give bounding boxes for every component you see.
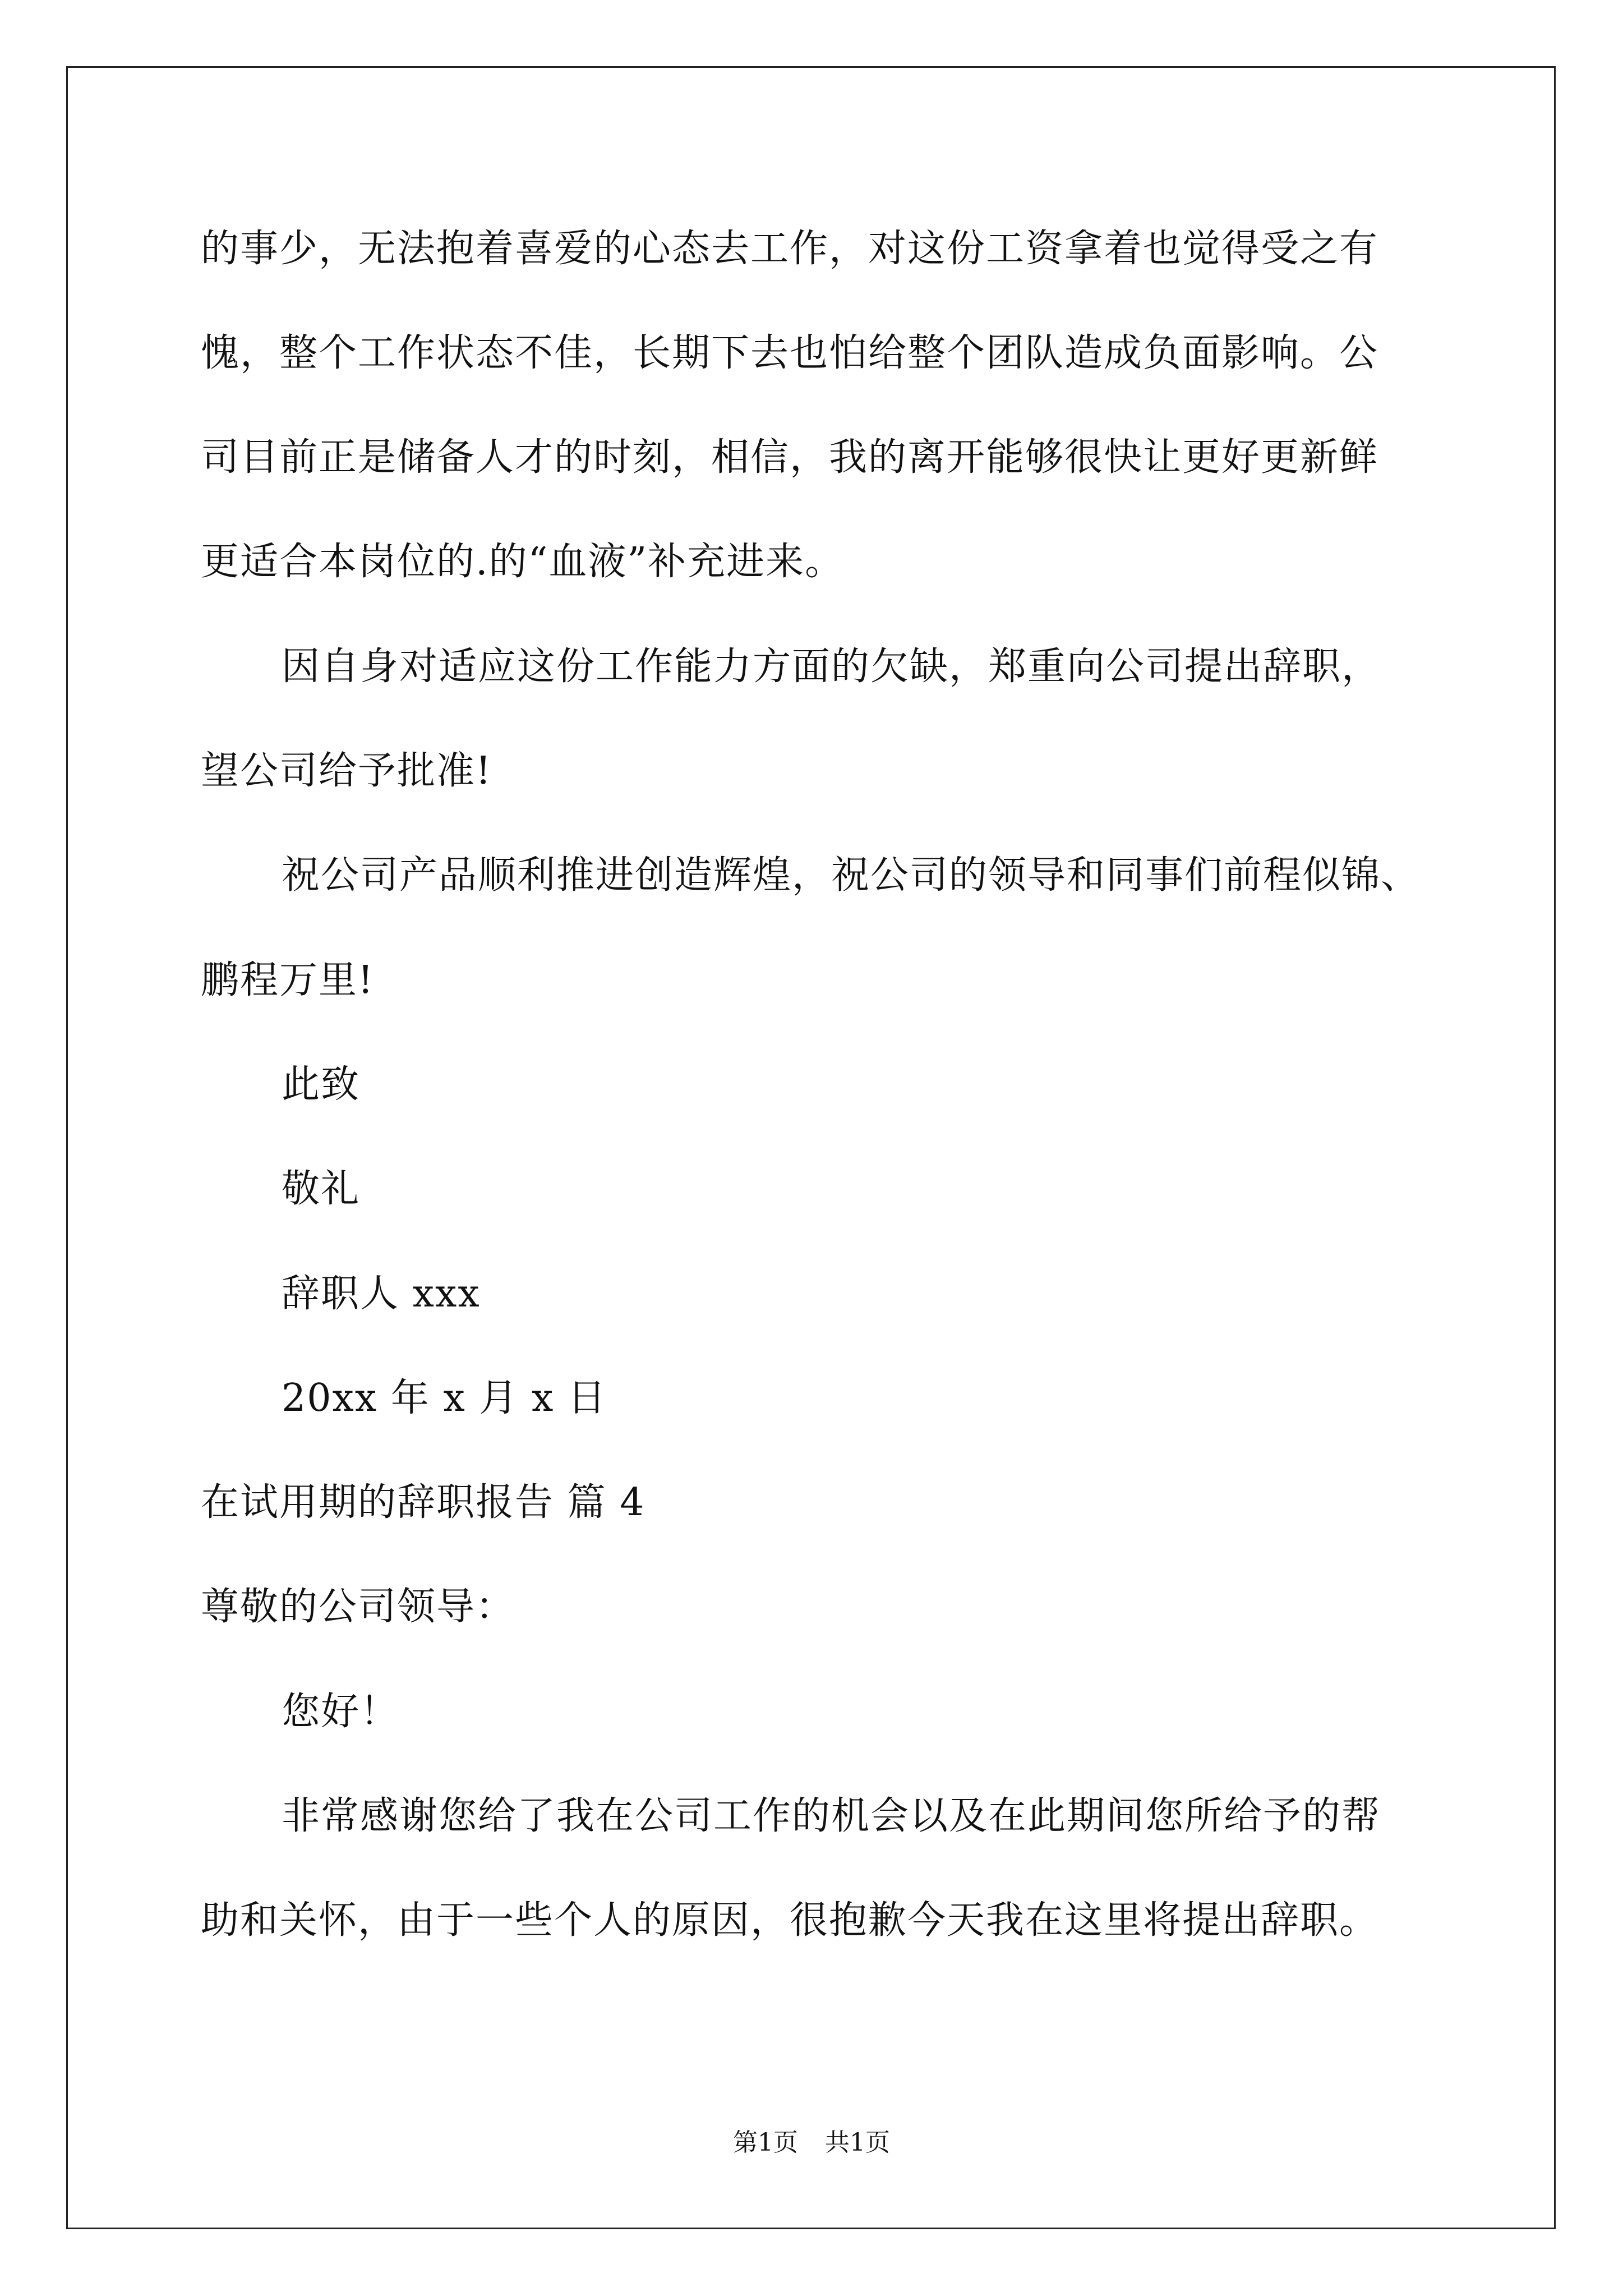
greeting: 您好！: [282, 1690, 400, 1734]
closing-cizhi: 此致: [282, 1062, 361, 1107]
body-line-4: 更适合本岗位的.的“血液”补充进来。: [201, 540, 845, 584]
page-footer: [0, 2128, 1623, 2157]
body-line-8: 鹏程万里!: [201, 958, 375, 1002]
body-line-1: 的事少，无法抱着喜爱的心态去工作，对这份工资拿着也觉得受之有: [201, 227, 1379, 271]
body-line-3: 司目前正是储备人才的时刻，相信，我的离开能够很快让更好更新鲜: [201, 435, 1379, 480]
section-title: 在试用期的辞职报告 篇 4: [201, 1480, 645, 1525]
body-line-2: 愧，整个工作状态不佳，长期下去也怕给整个团队造成负面影响。公: [201, 331, 1379, 375]
date-line: 20xx 年 x 月 x 日: [282, 1376, 607, 1420]
page-number: 第1页: [733, 2128, 798, 2157]
body-line-5: 因自身对适应这份工作能力方面的欠缺，郑重向公司提出辞职，: [282, 645, 1381, 689]
body-line-17: 助和关怀，由于一些个人的原因，很抱歉今天我在这里将提出辞职。: [201, 1898, 1379, 1943]
salutation: 尊敬的公司领导：: [201, 1585, 515, 1629]
body-line-16: 非常感谢您给了我在公司工作的机会以及在此期间您所给予的帮: [282, 1794, 1381, 1838]
signature-line: 辞职人 xxx: [282, 1272, 481, 1316]
closing-jingli: 敬礼: [282, 1167, 361, 1211]
body-line-6: 望公司给予批准!: [201, 749, 492, 793]
page-total: 共1页: [825, 2128, 890, 2157]
body-line-7: 祝公司产品顺利推进创造辉煌，祝公司的领导和同事们前程似锦、: [282, 853, 1421, 898]
